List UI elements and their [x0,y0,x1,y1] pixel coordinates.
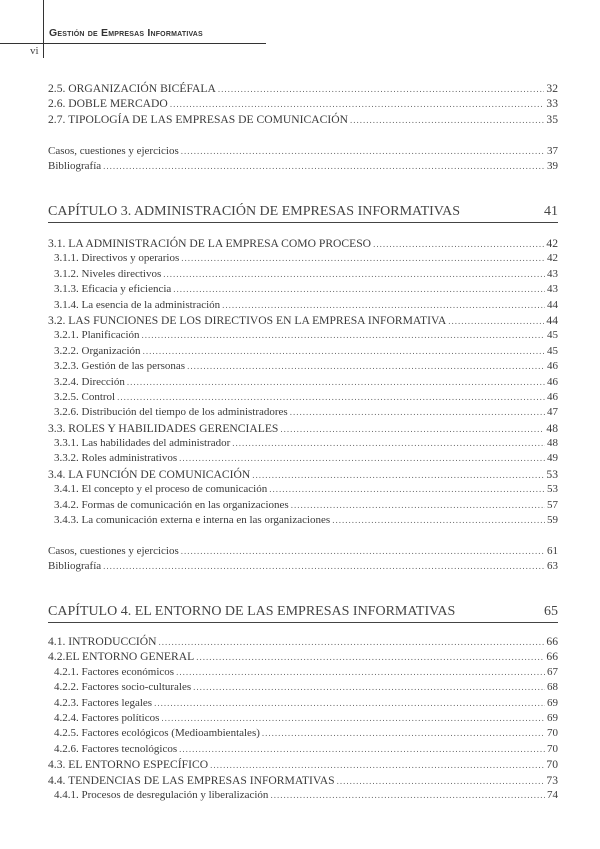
toc-entry-label: 3.2.5. Control [54,390,116,403]
toc-entry-label: 4.2.4. Factores políticos [54,711,160,724]
toc-entry-page: 48 [547,437,558,450]
toc-entry[interactable] [48,634,558,649]
toc-entry-page: 46 [547,390,558,403]
toc-entry-page: 53 [547,483,558,496]
toc-entry-page: 44 [547,298,558,311]
dot-leader [173,282,545,297]
toc-entry-label: 4.2.5. Factores ecológicos (Medioambientales) [54,727,260,740]
dot-leader [332,513,545,528]
toc-entry-label: 3.2.4. Dirección [54,375,125,388]
toc-entry-label: 3.1.1. Directivos y operarios [54,252,180,265]
toc-entry-label: 4.2.2. Factores socio-culturales [54,681,192,694]
dot-leader [127,375,545,390]
toc-entry[interactable] [48,665,558,680]
dot-leader [181,144,545,159]
toc-entry[interactable] [48,544,558,559]
dot-leader [210,758,544,773]
toc-entry[interactable] [48,144,558,159]
dot-leader [103,559,545,574]
dot-leader [143,344,545,359]
toc-entry[interactable] [48,390,558,405]
toc-entry[interactable] [48,513,558,528]
toc-entry-page: 39 [547,160,558,173]
toc-entry-label: 2.5. ORGANIZACIÓN BICÉFALA [48,82,216,95]
toc-entry-page: 53 [546,467,558,481]
toc-entry[interactable] [48,788,558,803]
toc-entry-page: 68 [547,681,558,694]
toc-entry-label: 2.6. DOBLE MERCADO [48,97,168,111]
toc-entry-label: 4.3. EL ENTORNO ESPECÍFICO [48,758,209,772]
toc-entry-page: 74 [547,788,558,801]
dot-leader [350,113,544,128]
dot-leader [161,711,545,726]
dot-leader [373,237,544,252]
toc-entry-label: 4.4.1. Procesos de desregulación y liberalización [54,788,269,801]
dot-leader [262,726,545,741]
toc-entry-page: 43 [547,283,558,296]
toc-entry[interactable] [48,282,558,297]
dot-leader [270,788,545,803]
toc-entry-page: 46 [547,360,558,373]
toc-entry[interactable] [48,482,558,497]
toc-entry-page: 67 [547,665,558,678]
toc-entry-page: 33 [546,97,558,111]
toc-entry[interactable] [48,328,558,343]
toc-entry[interactable] [48,696,558,711]
toc-entry-page: 70 [547,727,558,740]
toc-entry-page: 66 [546,635,558,648]
toc-entry-page: 70 [547,742,558,755]
toc-entry-label: 3.2.6. Distribución del tiempo de los administradores [54,406,288,419]
toc-entry-page: 44 [546,313,558,327]
dot-leader [269,482,545,497]
toc-entry-page: 70 [546,758,558,772]
toc-entry-page: 42 [547,252,558,265]
dot-leader [218,82,545,97]
toc-entry-page: 37 [547,145,558,157]
toc-entry-label: 3.2.3. Gestión de las personas [54,360,186,373]
dot-leader [280,422,544,437]
toc-entry[interactable] [48,757,558,772]
toc-ch2-tail [48,81,558,127]
toc-entry[interactable] [48,421,558,436]
toc-entry-label: 2.7. TIPOLOGÍA DE LAS EMPRESAS DE COMUNICACIÓN [48,112,348,126]
toc-entry-label: 4.2.1. Factores económicos [54,665,175,678]
toc-entry[interactable] [48,313,558,328]
toc-entry[interactable] [48,236,558,251]
dot-leader [181,251,545,266]
page-number: vi [30,45,39,57]
dot-leader [103,159,545,174]
toc-entry-page: 59 [547,514,558,527]
toc-entry-page: 49 [547,452,558,465]
toc-entry-label: 3.2.1. Planificación [54,329,140,342]
toc-entry-label: Casos, cuestiones y ejercicios [48,145,179,157]
chapter-title: CAPÍTULO 3. ADMINISTRACIÓN DE EMPRESAS INFORMATIVAS [48,204,461,219]
toc-entry-page: 35 [546,112,558,126]
toc-entry[interactable] [48,344,558,359]
dot-leader [337,774,545,789]
toc-entry[interactable] [48,375,558,390]
toc-entry-page: 32 [546,82,558,95]
dot-leader [117,390,545,405]
toc-entry-label: 3.1.2. Niveles directivos [54,267,162,280]
toc-entry-label: Casos, cuestiones y ejercicios [48,545,179,557]
chapter-title: CAPÍTULO 4. EL ENTORNO DE LAS EMPRESAS INFORMATIVAS [48,604,456,619]
toc-entry-page: 69 [547,711,558,724]
toc-entry-page: 47 [547,406,558,419]
toc-entry-page: 45 [547,344,558,357]
toc-entry-page: 48 [546,421,558,435]
toc-entry-label: 3.1. LA ADMINISTRACIÓN DE LA EMPRESA COMO PROCESO [48,237,372,250]
toc-entry[interactable] [48,267,558,282]
dot-leader [187,359,545,374]
toc-entry[interactable] [48,405,558,420]
toc-entry-label: 3.4. LA FUNCIÓN DE COMUNICACIÓN [48,467,251,481]
toc-entry-label: 3.1.3. Eficacia y eficiencia [54,283,172,296]
dot-leader [179,451,545,466]
toc-entry[interactable] [48,159,558,174]
chapter-4-heading[interactable] [48,604,558,623]
dot-leader [196,650,544,665]
toc-entry[interactable] [48,711,558,726]
chapter-page: 65 [544,604,558,619]
dot-leader [170,97,545,112]
toc-entry-label: 3.3.1. Las habilidades del administrador [54,437,231,450]
toc-entry-page: 46 [547,375,558,388]
dot-leader [154,696,545,711]
toc-entry-label: 4.1. INTRODUCCIÓN [48,635,157,648]
dot-leader [222,298,545,313]
dot-leader [179,742,545,757]
toc-entry-page: 42 [546,237,558,250]
toc-entry-label: Bibliografía [48,560,102,573]
toc-ch4-entries [48,634,558,803]
running-title: Gestión de Empresas Informativas [49,27,203,39]
dot-leader [181,544,545,559]
toc-entry[interactable] [48,649,558,664]
toc-entry[interactable] [48,298,558,313]
toc-entry-label: 3.4.3. La comunicación externa e interna en las organizaciones [54,514,331,527]
toc-entry-label: Bibliografía [48,160,102,173]
toc-ch3-entries [48,236,558,528]
toc-entry[interactable] [48,451,558,466]
toc-entry-page: 45 [547,329,558,342]
dot-leader [193,680,545,695]
toc-entry[interactable] [48,742,558,757]
margin-vertical-rule [43,0,44,58]
toc-entry-page: 69 [547,696,558,709]
toc-entry[interactable] [48,726,558,741]
toc-entry-label: 4.4. TENDENCIAS DE LAS EMPRESAS INFORMATIVAS [48,773,335,787]
dot-leader [232,436,545,451]
toc-entry[interactable] [48,559,558,574]
toc-entry-label: 4.2.3. Factores legales [54,696,153,709]
toc-entry[interactable] [48,436,558,451]
toc-entry-label: 3.2.2. Organización [54,344,141,357]
toc-entry-label: 3.4.2. Formas de comunicación en las organizaciones [54,498,289,511]
toc-ch2-end [48,144,558,175]
toc-entry-label: 3.4.1. El concepto y el proceso de comunicación [54,483,268,496]
toc-entry[interactable] [48,359,558,374]
header-rule [0,43,266,44]
dot-leader [290,405,545,420]
toc-entry[interactable] [48,773,558,788]
toc-entry[interactable] [48,96,558,111]
chapter-3-heading[interactable] [48,204,558,223]
toc-entry-label: 4.2.EL ENTORNO GENERAL [48,650,195,664]
toc-entry-label: 3.3. ROLES Y HABILIDADES GERENCIALES [48,421,279,435]
dot-leader [448,314,544,329]
toc-entry[interactable] [48,112,558,127]
toc-entry[interactable] [48,81,558,96]
toc-entry-page: 43 [547,267,558,280]
dot-leader [163,267,545,282]
dot-leader [252,468,544,483]
chapter-page: 41 [544,204,558,219]
dot-leader [159,635,545,650]
toc-entry-page: 57 [547,498,558,511]
dot-leader [291,498,545,513]
toc-entry-label: 4.2.6. Factores tecnológicos [54,742,178,755]
toc-entry-page: 61 [547,545,558,557]
toc-entry-page: 63 [547,560,558,573]
toc-entry-label: 3.3.2. Roles administrativos [54,452,178,465]
toc-entry[interactable] [48,498,558,513]
toc-entry[interactable] [48,467,558,482]
dot-leader [142,328,545,343]
toc-entry[interactable] [48,251,558,266]
toc-entry[interactable] [48,680,558,695]
toc-entry-label: 3.1.4. La esencia de la administración [54,298,221,311]
toc-ch3-end [48,544,558,575]
toc-entry-label: 3.2. LAS FUNCIONES DE LOS DIRECTIVOS EN LA EMPRESA INFORMATIVA [48,313,447,327]
dot-leader [176,665,545,680]
toc-entry-page: 73 [546,773,558,787]
toc-entry-page: 66 [546,650,558,664]
